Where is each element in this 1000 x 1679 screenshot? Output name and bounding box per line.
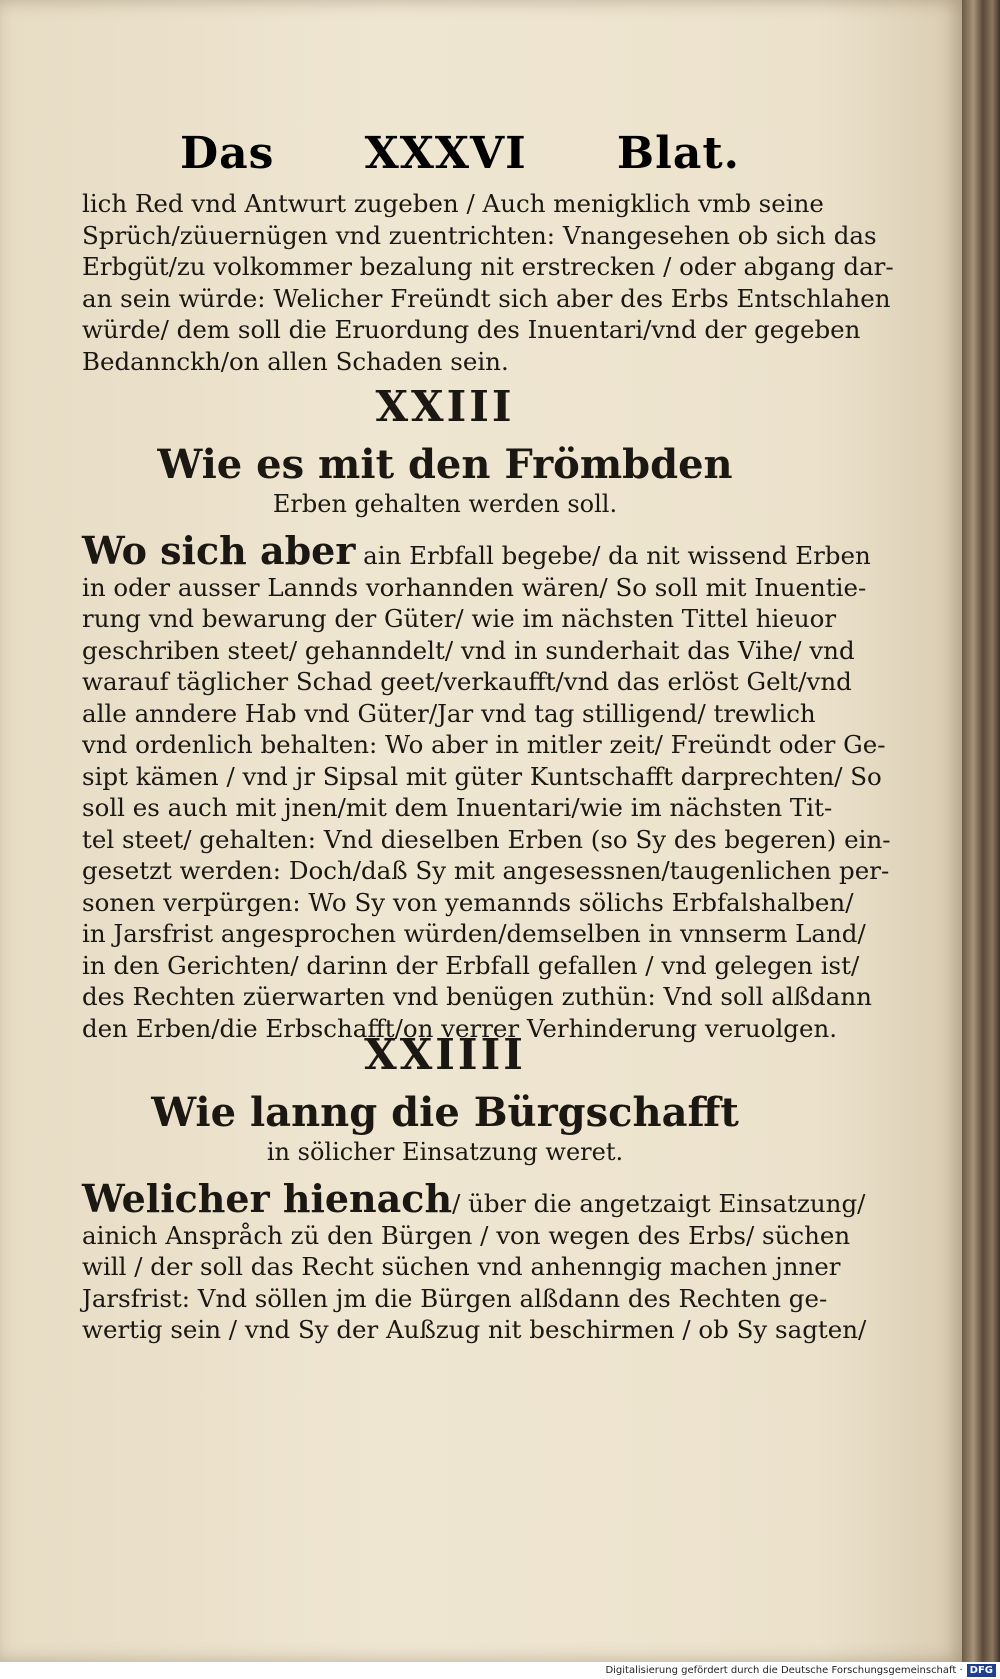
text-line: will / der soll das Recht süchen vnd anhenngig machen jnner — [82, 1252, 841, 1281]
text-line: Sprüch/züuernügen vnd zuentrichten: Vnangesehen ob sich das — [82, 220, 877, 250]
section-title: Wie lanng die Bürgschafft — [151, 1089, 739, 1136]
book-page-edge — [962, 0, 1000, 1662]
text-line: tel steet/ gehalten: Vnd dieselben Erben (so Sy des begeren) ein- — [82, 824, 891, 854]
text-line: soll es auch mit jnen/mit dem Inuentari/wie im nächsten Tit- — [82, 793, 833, 822]
digitization-footer — [0, 1662, 1000, 1679]
folio-number: XXXVI — [364, 128, 527, 179]
text-line: vnd ordenlich behalten: Wo aber in mitler zeit/ Freündt oder Ge- — [82, 730, 886, 759]
text-line: sipt kämen / vnd jr Sipsal mit güter Kuntschafft darprechten/ So — [82, 761, 882, 791]
footer-text: Digitalisierung gefördert durch die Deutsche Forschungsgemeinschaft · — [605, 1665, 963, 1676]
section-numeral: XXIII — [375, 382, 515, 431]
section-23 — [82, 382, 891, 1044]
text-line: würde/ dem soll die Eruordung des Inuentari/vnd der gegeben — [82, 315, 861, 344]
text-line: geschriben steet/ gehanndelt/ vnd in sunderhait das Vihe/ vnd — [82, 635, 855, 665]
text-line: rung vnd bewarung der Güter/ wie im nächsten Tittel hieuor — [82, 604, 837, 633]
section-body — [82, 1176, 867, 1346]
text-line: den Erben/die Erbschafft/on verrer Verhinderung veruolgen. — [82, 1013, 838, 1043]
section-body — [82, 528, 891, 1044]
text-line: wertig sein / vnd Sy der Außzug nit beschirmen / ob Sy sagten/ — [82, 1315, 867, 1344]
lead-words: Welicher hienach — [82, 1176, 453, 1221]
section-subtitle: in sölicher Einsatzung weret. — [266, 1138, 624, 1166]
text-line: warauf täglicher Schad geet/verkaufft/vnd das erlöst Gelt/vnd — [82, 667, 852, 696]
header-left-word: Das — [180, 128, 275, 179]
intro-paragraph — [82, 188, 894, 377]
text-line: in Jarsfrist angesprochen würden/demselben in vnnserm Land/ — [82, 919, 866, 948]
header-right-word: Blat. — [616, 128, 740, 179]
section-subtitle: Erben gehalten werden soll. — [272, 490, 618, 518]
text-line: in oder ausser Lannds vorhannden wären/ So soll mit Inuentie- — [82, 572, 867, 602]
section-title: Wie es mit den Frömbden — [157, 441, 733, 488]
text-line: Erbgüt/zu volkommer bezalung nit erstrecken / oder abgang dar- — [82, 252, 894, 281]
text-line: sonen verpürgen: Wo Sy von yemannds sölichs Erbfalshalben/ — [82, 887, 854, 917]
text-line: Bedannckh/on allen Schaden sein. — [82, 346, 509, 376]
text-line: ain Erbfall begebe/ da nit wissend Erben — [355, 541, 871, 570]
text-line: in den Gerichten/ darinn der Erbfall gefallen / vnd gelegen ist/ — [82, 950, 860, 980]
text-line: gesetzt werden: Doch/daß Sy mit angesessnen/taugenlichen per- — [82, 856, 890, 885]
section-24 — [82, 1030, 867, 1346]
text-line: ainich Anspråch zü den Bürgen / von wegen des Erbs/ süchen — [82, 1220, 851, 1250]
text-line: / über die angetzaigt Einsatzung/ — [452, 1189, 866, 1218]
section-numeral: XXIIII — [364, 1030, 526, 1079]
text-line: des Rechten züerwarten vnd benügen zuthün: Vnd soll alßdann — [82, 982, 872, 1011]
text-line: alle anndere Hab vnd Güter/Jar vnd tag stilligend/ trewlich — [82, 698, 816, 728]
text-line: lich Red vnd Antwurt zugeben / Auch menigklich vmb seine — [82, 189, 824, 218]
text-line: Jarsfrist: Vnd söllen jm die Bürgen alßdann des Rechten ge- — [82, 1283, 828, 1313]
page-header — [180, 128, 740, 179]
text-line: an sein würde: Welicher Freündt sich aber des Erbs Entschlahen — [82, 283, 891, 313]
lead-words: Wo sich aber — [82, 528, 356, 573]
dfg-logo-badge: DFG — [967, 1664, 996, 1677]
